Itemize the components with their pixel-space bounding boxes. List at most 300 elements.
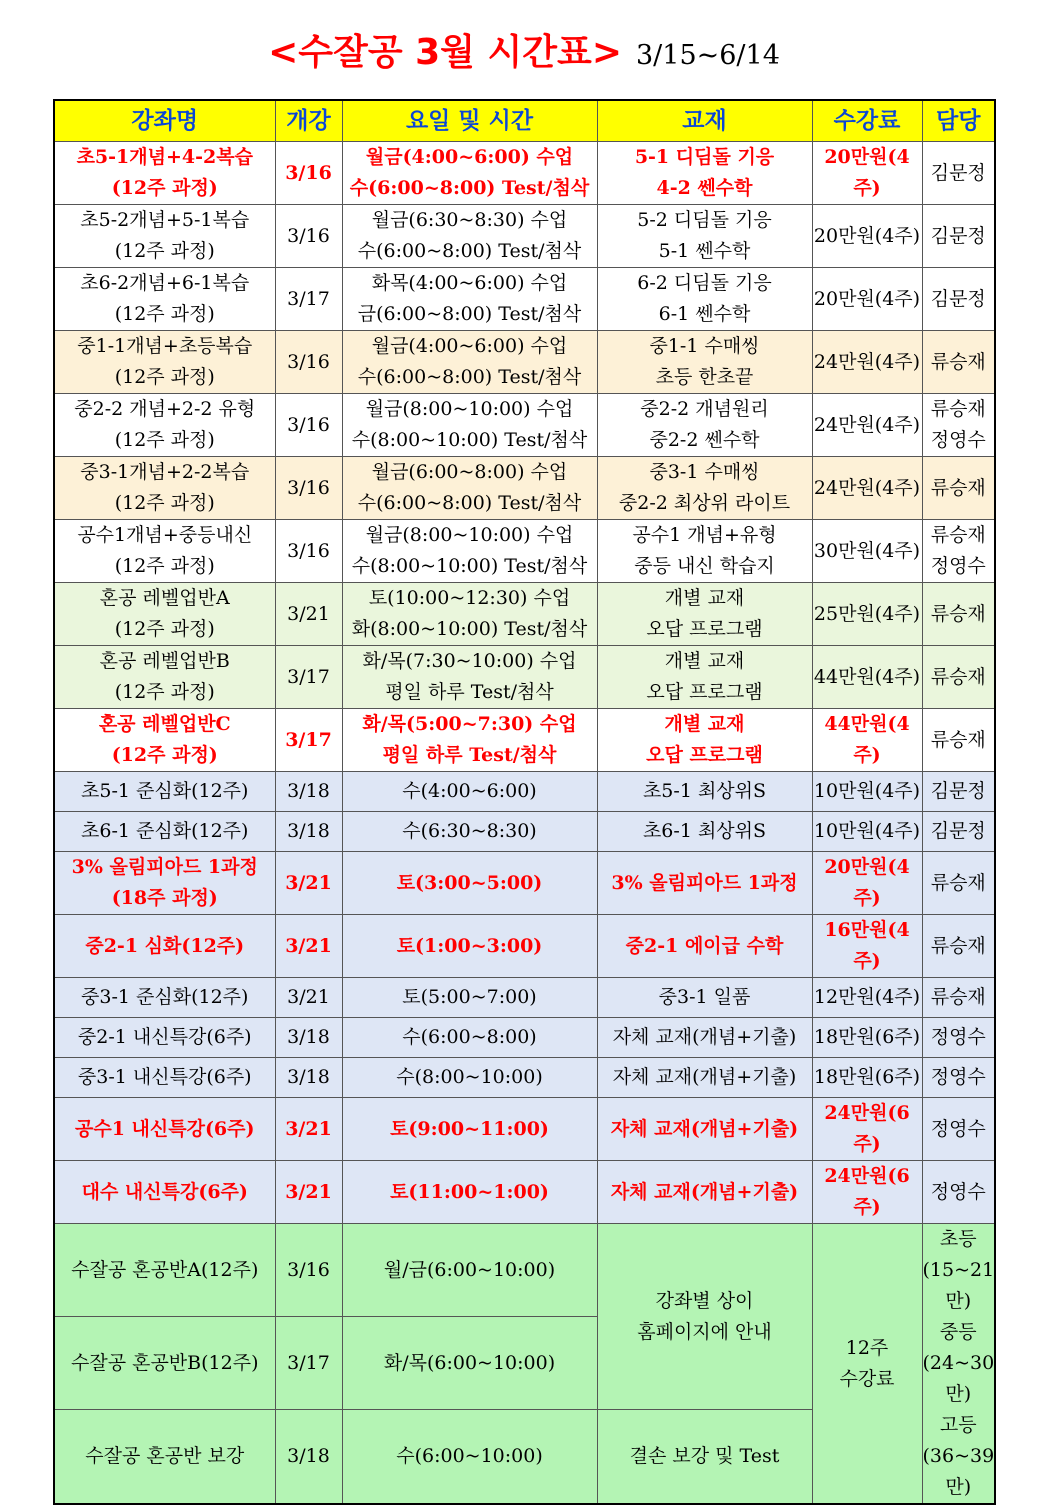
table-row	[54, 1058, 995, 1098]
start-date: 3/17	[275, 1317, 342, 1410]
schedule-line: 금(6:00~8:00) Test/첨삭	[357, 303, 582, 325]
fee-line: 24만원(4주)	[813, 413, 921, 436]
fee	[812, 978, 922, 1018]
fee	[812, 1098, 922, 1161]
start-date	[275, 852, 342, 915]
textbook	[597, 915, 812, 978]
schedule: 화/목(6:00~10:00)	[342, 1317, 597, 1410]
schedule-line: 토(9:00~11:00)	[390, 1117, 549, 1140]
start-date	[275, 915, 342, 978]
course-name	[54, 394, 275, 457]
course-name-line: (12주 과정)	[114, 240, 215, 262]
schedule-table	[53, 99, 996, 1505]
textbook-line: 초5-1 최상위S	[642, 780, 767, 802]
schedule-line: 수(6:00~8:00) Test/첨삭	[349, 177, 590, 199]
course-name-line: (12주 과정)	[114, 429, 215, 451]
textbook	[597, 1161, 812, 1224]
fee-line: 44만원(4주)	[824, 713, 910, 766]
fee	[812, 915, 922, 978]
teacher-line: 정영수	[930, 1026, 986, 1048]
schedule-line: 월금(8:00~10:00) 수업	[365, 398, 574, 420]
schedule-line: 화목(4:00~6:00) 수업	[371, 272, 568, 294]
teacher-line: 정영수	[930, 1066, 986, 1088]
schedule-line: 토(11:00~1:00)	[390, 1180, 549, 1203]
textbook	[597, 772, 812, 812]
teacher-line: 류승재	[930, 524, 986, 546]
fee-line: 10만원(4주)	[813, 820, 921, 842]
textbook-line: 중3-1 일품	[658, 986, 751, 1008]
start-date	[275, 1058, 342, 1098]
fee	[812, 457, 922, 520]
fee	[812, 1161, 922, 1224]
start-date-line: 3/16	[287, 413, 330, 436]
schedule	[342, 1161, 597, 1224]
teacher-line: 류승재	[930, 986, 986, 1008]
teacher	[922, 1018, 995, 1058]
teacher-line: 김문정	[930, 820, 986, 842]
schedule	[342, 1058, 597, 1098]
course-name-line: (12주 과정)	[114, 366, 215, 388]
fee-line: 24만원(6주)	[824, 1165, 910, 1218]
table-row	[54, 1161, 995, 1224]
textbook-line: 초6-1 최상위S	[642, 820, 767, 842]
course-name-line: 초6-2개념+6-1복습	[80, 272, 250, 294]
teacher-line: 김문정	[930, 287, 986, 310]
start-date-line: 3/21	[287, 986, 330, 1008]
course-name-line: 공수1개념+중등내신	[77, 524, 253, 546]
textbook	[597, 331, 812, 394]
course-name	[54, 1098, 275, 1161]
schedule-line: 수(8:00~10:00) Test/첨삭	[351, 555, 588, 577]
schedule	[342, 457, 597, 520]
schedule	[342, 915, 597, 978]
teacher	[922, 142, 995, 205]
textbook-line: 자체 교재(개념+기출)	[610, 1180, 799, 1203]
textbook-line: 중1-1 수매씽	[649, 335, 760, 357]
start-date	[275, 1018, 342, 1058]
teacher-line: 류승재	[930, 476, 986, 499]
start-date	[275, 205, 342, 268]
schedule	[342, 1098, 597, 1161]
table-row	[54, 646, 995, 709]
schedule-line: 화/목(5:00~7:30) 수업	[362, 713, 577, 735]
course-name	[54, 583, 275, 646]
textbook-line: 5-1 쎈수학	[658, 240, 751, 262]
course-name-line: (18주 과정)	[111, 887, 218, 909]
schedule	[342, 812, 597, 852]
course-name-line: (12주 과정)	[114, 492, 215, 514]
teacher-line: 류승재	[930, 934, 986, 957]
table-row	[54, 915, 995, 978]
teacher	[922, 331, 995, 394]
schedule	[342, 978, 597, 1018]
fee	[812, 142, 922, 205]
teacher	[922, 394, 995, 457]
fee	[812, 1018, 922, 1058]
textbook	[597, 142, 812, 205]
fee	[812, 646, 922, 709]
fee-line2: 수강료	[839, 1367, 895, 1390]
schedule-line: 수(6:00~8:00) Test/첨삭	[357, 492, 582, 514]
course-name	[54, 772, 275, 812]
start-date	[275, 394, 342, 457]
header-textbook: 교재	[597, 100, 812, 142]
range-high: 고등(36~39만)	[922, 1414, 995, 1498]
fee-line: 30만원(4주)	[813, 539, 921, 562]
table-row	[54, 331, 995, 394]
start-date-line: 3/17	[287, 287, 330, 310]
course-name	[54, 457, 275, 520]
textbook-line: 중등 내신 학습지	[634, 555, 775, 577]
schedule-line: 수(6:00~8:00) Test/첨삭	[357, 240, 582, 262]
teacher	[922, 978, 995, 1018]
textbook-line: 4-2 쎈수학	[656, 177, 753, 199]
table-row	[54, 1224, 995, 1317]
textbook-line2: 홈페이지에 안내	[637, 1320, 772, 1343]
course-name	[54, 142, 275, 205]
start-date-line: 3/21	[285, 934, 332, 957]
textbook-line: 3% 올림피아드 1과정	[611, 871, 798, 894]
teacher	[922, 268, 995, 331]
textbook	[597, 978, 812, 1018]
header-course: 강좌명	[54, 100, 275, 142]
schedule-line: 월금(6:30~8:30) 수업	[371, 209, 568, 231]
course-name	[54, 646, 275, 709]
fee-line: 24만원(4주)	[813, 476, 921, 499]
fee-line: 18만원(6주)	[813, 1066, 921, 1088]
teacher	[922, 457, 995, 520]
course-name-line: 혼공 레벨업반A	[99, 587, 230, 609]
schedule	[342, 142, 597, 205]
textbook-line: 초등 한초끝	[655, 366, 754, 388]
textbook-line: 오답 프로그램	[646, 681, 763, 703]
course-name-line: (12주 과정)	[114, 618, 215, 640]
teacher	[922, 915, 995, 978]
table-row	[54, 772, 995, 812]
course-name-line: (12주 과정)	[114, 555, 215, 577]
teacher	[922, 1058, 995, 1098]
schedule: 수(6:00~10:00)	[342, 1410, 597, 1504]
schedule	[342, 520, 597, 583]
course-name-line: 초6-1 준심화(12주)	[81, 820, 249, 842]
course-name	[54, 205, 275, 268]
course-name-line: 초5-1 준심화(12주)	[81, 780, 249, 802]
fee	[812, 852, 922, 915]
start-date-line: 3/17	[285, 728, 332, 751]
schedule	[342, 394, 597, 457]
course-name-line: (12주 과정)	[111, 744, 218, 766]
textbook	[597, 1058, 812, 1098]
schedule	[342, 646, 597, 709]
course-name-line: 초5-1개념+4-2복습	[76, 146, 253, 168]
fee-line: 10만원(4주)	[813, 780, 921, 802]
fee	[812, 394, 922, 457]
course-name	[54, 268, 275, 331]
course-name	[54, 520, 275, 583]
start-date	[275, 978, 342, 1018]
start-date-line: 3/21	[285, 871, 332, 894]
schedule	[342, 331, 597, 394]
start-date-line: 3/21	[285, 1117, 332, 1140]
textbook-merged	[597, 1224, 812, 1410]
start-date	[275, 812, 342, 852]
fee	[812, 268, 922, 331]
textbook-line: 중2-2 최상위 라이트	[618, 492, 791, 514]
textbook-line: 자체 교재(개념+기출)	[612, 1026, 797, 1048]
start-date-line: 3/18	[287, 1026, 330, 1048]
teacher-line: 류승재	[930, 871, 986, 894]
fee-line: 24만원(6주)	[824, 1102, 910, 1155]
textbook-line: 오답 프로그램	[646, 618, 763, 640]
start-date-line: 3/18	[287, 780, 330, 802]
teacher-line: 김문정	[930, 224, 986, 247]
course-name-line: 공수1 내신특강(6주)	[74, 1117, 255, 1140]
teacher-line: 류승재	[930, 728, 986, 751]
schedule-line: 월금(4:00~6:00) 수업	[371, 335, 568, 357]
course-name-line: 중2-1 심화(12주)	[85, 934, 245, 957]
table-row	[54, 1018, 995, 1058]
course-name-line: 중1-1개념+초등복습	[77, 335, 253, 357]
textbook-line: 개별 교재	[664, 650, 745, 672]
course-name-line: 초5-2개념+5-1복습	[80, 209, 250, 231]
start-date	[275, 331, 342, 394]
fee	[812, 331, 922, 394]
teacher-line: 정영수	[930, 1117, 986, 1140]
page-title	[0, 24, 1048, 75]
teacher	[922, 583, 995, 646]
schedule	[342, 852, 597, 915]
start-date: 3/16	[275, 1224, 342, 1317]
schedule-line: 수(6:30~8:30)	[402, 820, 537, 842]
textbook-line: 5-2 디딤돌 기응	[637, 209, 772, 231]
header-schedule: 요일 및 시간	[342, 100, 597, 142]
course-name: 수잘공 혼공반A(12주)	[54, 1224, 275, 1317]
header-row	[54, 100, 995, 142]
course-name-line: 3% 올림피아드 1과정	[71, 856, 258, 878]
course-name-line: 중2-2 개념+2-2 유형	[74, 398, 256, 420]
course-name	[54, 331, 275, 394]
schedule-line: 월금(6:00~8:00) 수업	[371, 461, 568, 483]
schedule-line: 토(5:00~7:00)	[402, 986, 537, 1008]
textbook	[597, 709, 812, 772]
textbook-line1: 강좌별 상이	[655, 1289, 754, 1312]
course-name-line: 혼공 레벨업반B	[99, 650, 230, 672]
course-name-line: 중3-1 내신특강(6주)	[77, 1066, 252, 1088]
fee-line: 24만원(4주)	[813, 350, 921, 373]
textbook-line: 중3-1 수매씽	[649, 461, 760, 483]
teacher-line: 류승재	[930, 602, 986, 625]
teacher	[922, 1098, 995, 1161]
course-name-line: (12주 과정)	[114, 681, 215, 703]
start-date	[275, 142, 342, 205]
start-date-line: 3/16	[287, 350, 330, 373]
textbook	[597, 205, 812, 268]
header-fee: 수강료	[812, 100, 922, 142]
textbook-line: 개별 교재	[664, 713, 745, 735]
table-row	[54, 205, 995, 268]
start-date	[275, 583, 342, 646]
teacher-line: 김문정	[930, 780, 986, 802]
fee-line: 18만원(6주)	[813, 1026, 921, 1048]
bottom-group	[54, 1224, 995, 1505]
textbook	[597, 520, 812, 583]
teacher	[922, 205, 995, 268]
start-date-line: 3/21	[285, 1180, 332, 1203]
teacher-line: 류승재	[930, 398, 986, 420]
course-name	[54, 709, 275, 772]
course-name-line: (12주 과정)	[111, 177, 218, 199]
teacher-line: 정영수	[930, 1180, 986, 1203]
fee	[812, 709, 922, 772]
textbook	[597, 457, 812, 520]
teacher	[922, 812, 995, 852]
course-name	[54, 915, 275, 978]
teacher-line: 정영수	[930, 555, 986, 577]
course-name	[54, 1018, 275, 1058]
schedule: 월/금(6:00~10:00)	[342, 1224, 597, 1317]
schedule	[342, 772, 597, 812]
fee-line: 20만원(4주)	[824, 146, 910, 199]
textbook	[597, 812, 812, 852]
textbook: 결손 보강 및 Test	[597, 1410, 812, 1504]
start-date-line: 3/18	[287, 1066, 330, 1088]
teacher	[922, 852, 995, 915]
start-date	[275, 268, 342, 331]
start-date	[275, 520, 342, 583]
textbook	[597, 583, 812, 646]
textbook-line: 6-2 디딤돌 기응	[637, 272, 772, 294]
schedule-line: 월금(8:00~10:00) 수업	[365, 524, 574, 546]
fee	[812, 772, 922, 812]
start-date	[275, 457, 342, 520]
schedule-line: 수(6:00~8:00) Test/첨삭	[357, 366, 582, 388]
textbook	[597, 268, 812, 331]
fee-line: 20만원(4주)	[813, 287, 921, 310]
fee	[812, 1058, 922, 1098]
start-date	[275, 646, 342, 709]
textbook-line: 5-1 디딤돌 기응	[634, 146, 775, 168]
course-name: 수잘공 혼공반B(12주)	[54, 1317, 275, 1410]
schedule-line: 평일 하루 Test/첨삭	[382, 744, 557, 766]
schedule-line: 수(8:00~10:00)	[396, 1066, 543, 1088]
textbook-line: 자체 교재(개념+기출)	[612, 1066, 797, 1088]
title-text: <수잘공 3월 시간표>	[268, 32, 622, 73]
table-row	[54, 583, 995, 646]
table-row	[54, 394, 995, 457]
schedule-line: 토(1:00~3:00)	[396, 934, 543, 957]
fee-line1: 12주	[845, 1336, 889, 1359]
schedule-line: 토(10:00~12:30) 수업	[368, 587, 571, 609]
textbook-line: 자체 교재(개념+기출)	[610, 1117, 799, 1140]
table-row	[54, 812, 995, 852]
teacher	[922, 772, 995, 812]
course-name-line: (12주 과정)	[114, 303, 215, 325]
start-date	[275, 1098, 342, 1161]
fee-line: 20만원(4주)	[813, 224, 921, 247]
textbook-line: 중2-1 에이급 수학	[625, 934, 784, 957]
teacher	[922, 1161, 995, 1224]
textbook-line: 공수1 개념+유형	[632, 524, 777, 546]
course-name	[54, 978, 275, 1018]
start-date	[275, 772, 342, 812]
fee-range	[922, 1224, 995, 1505]
course-name	[54, 1161, 275, 1224]
teacher	[922, 709, 995, 772]
table-row	[54, 1098, 995, 1161]
table-row	[54, 142, 995, 205]
course-name-line: 혼공 레벨업반C	[98, 713, 231, 735]
textbook	[597, 852, 812, 915]
course-name-line: 중3-1 준심화(12주)	[81, 986, 249, 1008]
course-name	[54, 812, 275, 852]
textbook	[597, 646, 812, 709]
teacher-line: 정영수	[930, 429, 986, 451]
schedule	[342, 205, 597, 268]
fee-line: 44만원(4주)	[813, 665, 921, 688]
course-name-line: 대수 내신특강(6주)	[81, 1180, 248, 1203]
schedule	[342, 709, 597, 772]
schedule-line: 평일 하루 Test/첨삭	[385, 681, 554, 703]
schedule-line: 월금(4:00~6:00) 수업	[365, 146, 574, 168]
table-row	[54, 268, 995, 331]
schedule	[342, 583, 597, 646]
teacher-line: 김문정	[930, 161, 986, 184]
course-name-line: 중2-1 내신특강(6주)	[77, 1026, 252, 1048]
schedule-line: 토(3:00~5:00)	[396, 871, 543, 894]
course-name	[54, 852, 275, 915]
course-name-line: 중3-1개념+2-2복습	[80, 461, 250, 483]
fee	[812, 520, 922, 583]
course-name	[54, 1058, 275, 1098]
fee-merged	[812, 1224, 922, 1505]
textbook-line: 6-1 쎈수학	[658, 303, 751, 325]
start-date-line: 3/16	[285, 161, 332, 184]
table-row	[54, 852, 995, 915]
start-date-line: 3/16	[287, 476, 330, 499]
start-date-line: 3/16	[287, 539, 330, 562]
start-date-line: 3/17	[287, 665, 330, 688]
range-middle: 중등(24~30만)	[922, 1321, 995, 1405]
textbook	[597, 1098, 812, 1161]
schedule-line: 화/목(7:30~10:00) 수업	[362, 650, 577, 672]
fee-line: 12만원(4주)	[813, 986, 921, 1008]
teacher-line: 류승재	[930, 350, 986, 373]
start-date	[275, 1161, 342, 1224]
schedule-line: 수(6:00~8:00)	[402, 1026, 537, 1048]
start-date-line: 3/21	[287, 602, 330, 625]
fee	[812, 812, 922, 852]
fee-line: 16만원(4주)	[824, 919, 910, 972]
table-row	[54, 978, 995, 1018]
start-date	[275, 709, 342, 772]
textbook-line: 중2-2 쎈수학	[649, 429, 760, 451]
table-row	[54, 520, 995, 583]
fee	[812, 205, 922, 268]
fee-line: 25만원(4주)	[813, 602, 921, 625]
textbook	[597, 394, 812, 457]
header-teacher: 담당	[922, 100, 995, 142]
schedule-line: 수(8:00~10:00) Test/첨삭	[351, 429, 588, 451]
start-date-line: 3/18	[287, 820, 330, 842]
start-date: 3/18	[275, 1410, 342, 1504]
date-range: 3/15~6/14	[636, 40, 780, 71]
textbook-line: 오답 프로그램	[646, 744, 763, 766]
table-row	[54, 709, 995, 772]
teacher	[922, 646, 995, 709]
textbook-line: 개별 교재	[664, 587, 745, 609]
textbook-line: 중2-2 개념원리	[640, 398, 769, 420]
fee	[812, 583, 922, 646]
